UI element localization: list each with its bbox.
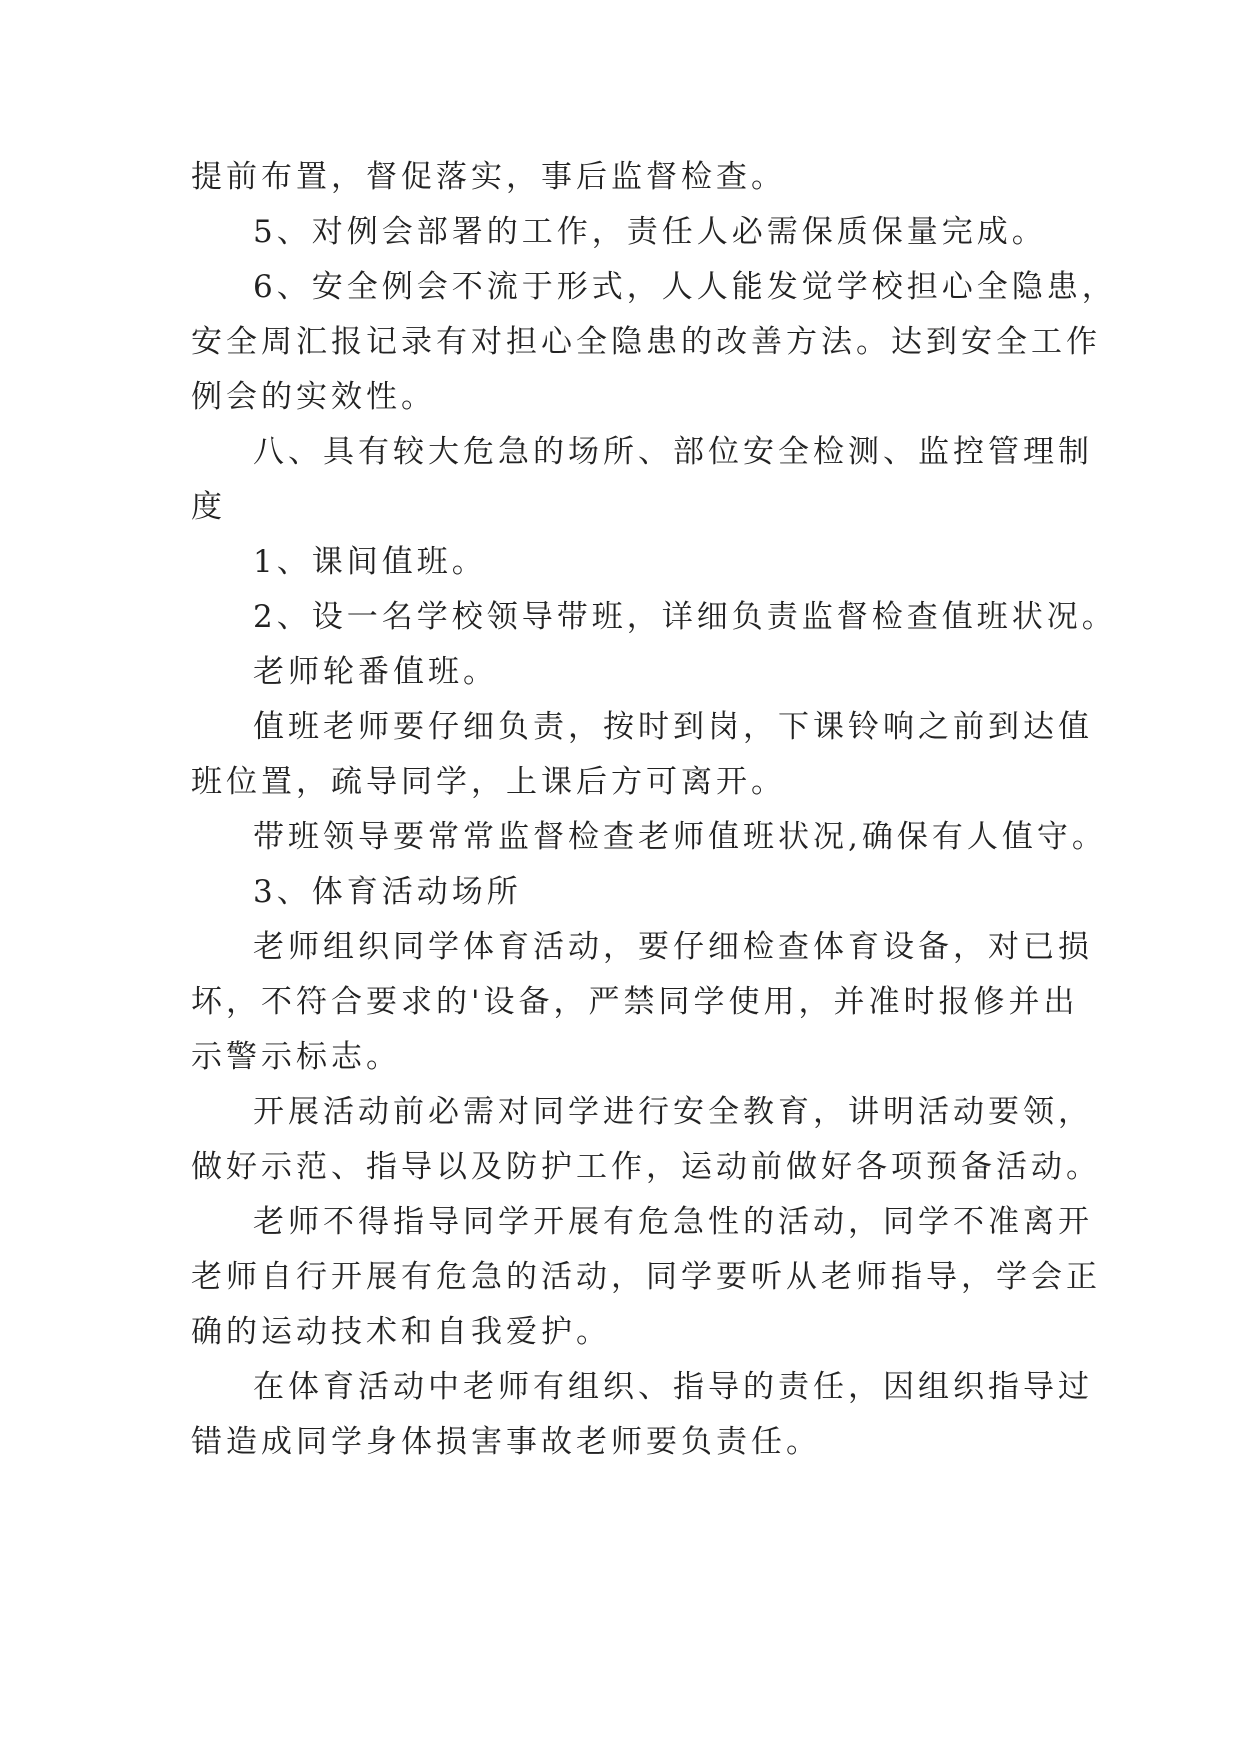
paragraph-line: 坏，不符合要求的'设备，严禁同学使用，并准时报修并出 <box>191 984 1079 1020</box>
paragraph-line: 开展活动前必需对同学进行安全教育，讲明活动要领， <box>253 1094 1093 1130</box>
section-heading: 八、具有较大危急的场所、部位安全检测、监控管理制 <box>253 434 1093 470</box>
paragraph-line: 示警示标志。 <box>191 1039 401 1075</box>
paragraph-line: 带班领导要常常监督检查老师值班状况,确保有人值守。 <box>253 819 1107 855</box>
paragraph-line: 例会的实效性。 <box>191 379 436 415</box>
paragraph-line: 老师自行开展有危急的活动，同学要听从老师指导，学会正 <box>191 1259 1101 1295</box>
paragraph-line: 值班老师要仔细负责，按时到岗，下课铃响之前到达值 <box>253 709 1093 745</box>
paragraph-line: 2、设一名学校领导带班，详细负责监督检查值班状况。 <box>253 599 1117 635</box>
paragraph-line: 老师轮番值班。 <box>253 654 498 690</box>
paragraph-line: 确的运动技术和自我爱护。 <box>191 1314 611 1350</box>
paragraph-line: 错造成同学身体损害事故老师要负责任。 <box>191 1424 821 1460</box>
paragraph-line: 做好示范、指导以及防护工作，运动前做好各项预备活动。 <box>191 1149 1101 1185</box>
paragraph-line: 在体育活动中老师有组织、指导的责任，因组织指导过 <box>253 1369 1093 1405</box>
paragraph-line: 安全周汇报记录有对担心全隐患的改善方法。达到安全工作 <box>191 324 1101 360</box>
paragraph-line: 老师组织同学体育活动，要仔细检查体育设备，对已损 <box>253 929 1093 965</box>
paragraph-line: 提前布置，督促落实，事后监督检查。 <box>191 159 786 195</box>
paragraph-line: 6、安全例会不流于形式，人人能发觉学校担心全隐患， <box>253 269 1117 305</box>
paragraph-line: 3、体育活动场所 <box>253 874 522 910</box>
paragraph-line: 班位置，疏导同学，上课后方可离开。 <box>191 764 786 800</box>
paragraph-line: 老师不得指导同学开展有危急性的活动，同学不准离开 <box>253 1204 1093 1240</box>
section-heading: 度 <box>191 489 226 525</box>
paragraph-line: 5、对例会部署的工作，责任人必需保质保量完成。 <box>253 214 1047 250</box>
paragraph-line: 1、课间值班。 <box>253 544 487 580</box>
